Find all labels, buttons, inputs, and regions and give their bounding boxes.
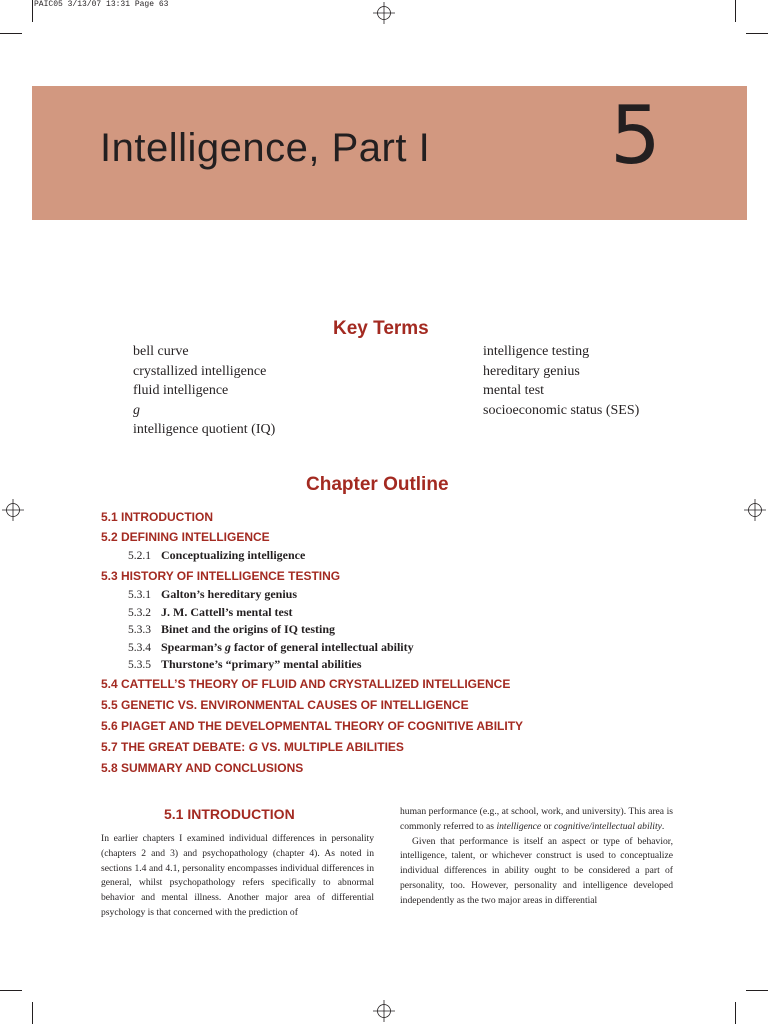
crop-mark xyxy=(0,990,22,991)
key-term: fluid intelligence xyxy=(133,383,229,398)
registration-mark-icon xyxy=(2,499,24,521)
registration-mark-icon xyxy=(373,1000,395,1022)
outline-section: 5.5 GENETIC VS. ENVIRONMENTAL CAUSES OF INTELLIGENCE xyxy=(101,698,469,712)
key-term: mental test xyxy=(483,383,545,398)
outline-section: 5.8 SUMMARY AND CONCLUSIONS xyxy=(101,761,304,775)
chapter-outline xyxy=(101,510,523,781)
outline-section: 5.4 CATTELL’S THEORY OF FLUID AND CRYSTALLIZED INTELLIGENCE xyxy=(101,677,511,691)
chapter-number: 5 xyxy=(610,89,661,182)
outline-subsection: 5.2.1 Conceptualizing intelligence xyxy=(128,548,306,562)
key-term: bell curve xyxy=(133,344,189,359)
key-terms-left-list xyxy=(133,342,275,440)
key-term: crystallized intelligence xyxy=(133,363,267,379)
registration-mark-icon xyxy=(744,499,766,521)
body-column-left xyxy=(101,832,374,921)
chapter-outline-heading: Chapter Outline xyxy=(306,474,449,495)
key-term: socioeconomic status (SES) xyxy=(483,402,640,418)
body-paragraph: Given that performance is itself an aspect or type of behavior, intelligence, talent, or whichever construct is used to conceptualize individual differences in ability ought to be considered a part of personality, too. However, personality and intelligence developed independently as the two major areas in differential xyxy=(400,835,673,906)
crop-mark xyxy=(0,33,22,34)
section-heading: 5.1 INTRODUCTION xyxy=(164,806,295,822)
crop-mark xyxy=(32,1002,33,1024)
outline-section: 5.3 HISTORY OF INTELLIGENCE TESTING xyxy=(101,569,341,583)
outline-subsection: 5.3.2 J. M. Cattell’s mental test xyxy=(128,604,293,619)
chapter-title: Intelligence, Part I xyxy=(100,126,431,170)
outline-section: 5.2 DEFINING INTELLIGENCE xyxy=(101,530,270,544)
crop-mark xyxy=(735,0,736,22)
body-column-right xyxy=(400,805,673,909)
body-paragraph: human performance (e.g., at school, work, and university). This area is commonly referred to as intelligence or cognitive/intellectual ability. xyxy=(400,806,673,832)
key-term: intelligence testing xyxy=(483,344,590,359)
registration-mark-icon xyxy=(373,2,395,24)
crop-mark xyxy=(32,0,33,22)
outline-section: 5.7 THE GREAT DEBATE: G VS. MULTIPLE ABILITIES xyxy=(101,740,404,754)
outline-subsection: 5.3.5 Thurstone’s “primary” mental abilities xyxy=(128,657,362,671)
outline-subsection: 5.3.3 Binet and the origins of IQ testing xyxy=(128,622,336,636)
body-paragraph: In earlier chapters I examined individual differences in personality (chapters 2 and 3) and psychopathology (chapter 4). As noted in sections 1.4 and 4.1, personality encompasses individual differences in general, whilst psychopathology refers specifically to abnormal behavior and mental illness. Another major area of differential psychology is that concerned with the prediction of xyxy=(101,833,374,918)
key-term: intelligence quotient (IQ) xyxy=(133,422,276,437)
key-term: hereditary genius xyxy=(483,363,580,379)
crop-mark xyxy=(746,33,768,34)
key-terms-right-list xyxy=(483,342,639,420)
outline-subsection: 5.3.1 Galton’s hereditary genius xyxy=(128,587,298,601)
print-slug: PAIC05 3/13/07 13:31 Page 63 xyxy=(34,0,169,9)
key-term: g xyxy=(133,402,140,418)
outline-subsection: 5.3.4 Spearman’s g factor of general intellectual ability xyxy=(128,639,414,654)
crop-mark xyxy=(746,990,768,991)
outline-section: 5.1 INTRODUCTION xyxy=(101,510,214,524)
crop-mark xyxy=(735,1002,736,1024)
outline-section: 5.6 PIAGET AND THE DEVELOPMENTAL THEORY OF COGNITIVE ABILITY xyxy=(101,719,524,733)
key-terms-heading: Key Terms xyxy=(333,318,429,339)
